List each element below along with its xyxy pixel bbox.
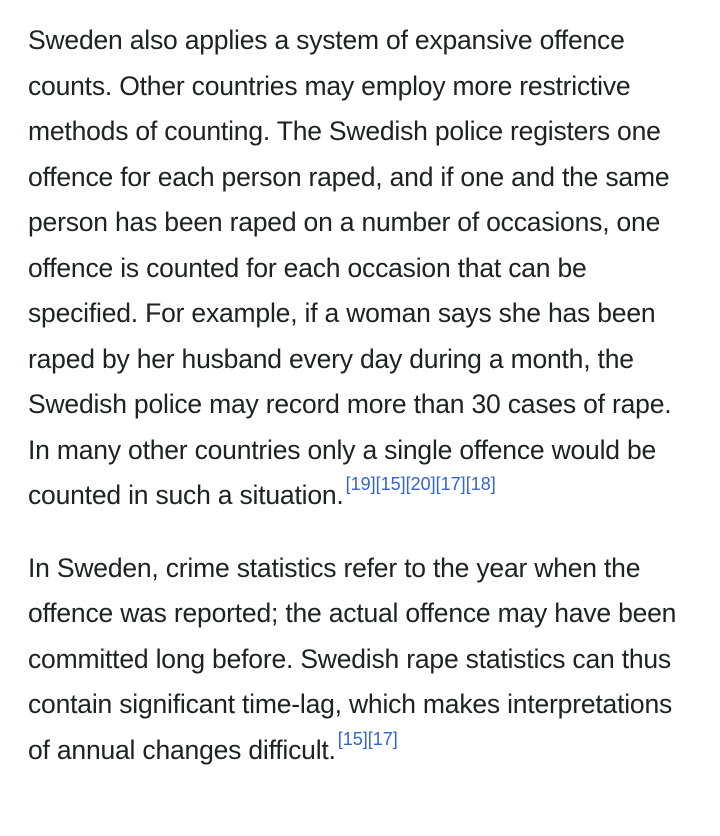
- reference-link[interactable]: [17]: [367, 728, 398, 749]
- reference-group: [338, 729, 398, 749]
- article-body: [28, 18, 700, 773]
- reference-group: [346, 474, 496, 494]
- reference-link[interactable]: [15]: [337, 728, 368, 749]
- reference-link[interactable]: [15]: [375, 474, 406, 494]
- reference-link[interactable]: [17]: [435, 474, 466, 494]
- reference-link[interactable]: [19]: [345, 474, 376, 494]
- paragraph-text: In Sweden, crime statistics refer to the year when the offence was reported; the actual offence may have been committed long before. Swedish rape statistics can thus contain significant time-lag, which makes interpretations of annual changes difficult.: [28, 552, 677, 765]
- reference-link[interactable]: [18]: [465, 474, 496, 494]
- paragraph-time-lag: [28, 546, 700, 774]
- paragraph-text: Sweden also applies a system of expansive offence counts. Other countries may employ more restrictive methods of counting. The Swedish police registers one offence for each person raped, and if one and the same person has been raped on a number of occasions, one offence is counted for each occasion that can be specified. For example, if a woman says she has been raped by her husband every day during a month, the Swedish police may record more than 30 cases of rape. In many other countries only a single offence would be counted in such a situation.: [28, 25, 672, 510]
- reference-link[interactable]: [20]: [405, 474, 436, 494]
- paragraph-offence-counting: [28, 18, 700, 519]
